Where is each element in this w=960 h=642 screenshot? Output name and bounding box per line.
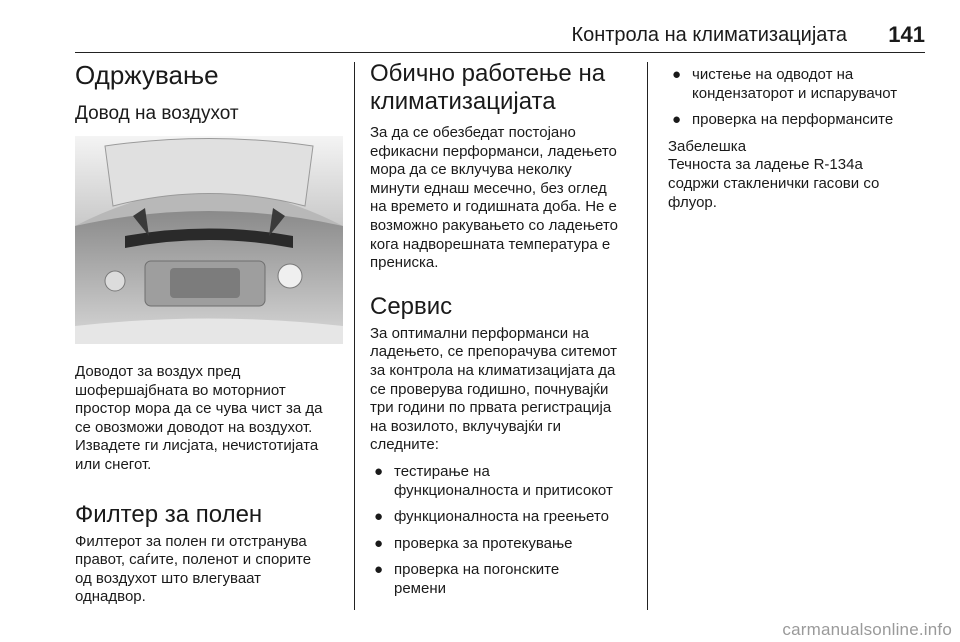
text-line: однадвор. xyxy=(75,588,146,606)
air-intake-text xyxy=(75,363,343,475)
text-line: ладењето, се препорачува ситемот xyxy=(370,343,617,361)
text-line: се овозможи доводот на воздухот. xyxy=(75,418,313,436)
list-item xyxy=(668,66,928,103)
list-item xyxy=(668,111,928,130)
text-line: следните: xyxy=(370,436,439,454)
text-line: простор мора да се чува чист за да xyxy=(75,400,323,418)
list-item xyxy=(370,508,635,527)
item-line: чистење на одводот на xyxy=(692,66,854,83)
bullet-icon: ● xyxy=(672,111,682,129)
list-item xyxy=(370,463,635,500)
bullet-icon: ● xyxy=(374,508,384,526)
text-line: Филтерот за полен ги отстранува xyxy=(75,532,307,550)
bullet-icon: ● xyxy=(374,462,384,480)
text-line: возможно ракувањето со ладењето xyxy=(370,216,618,234)
item-line: проверка на погонските xyxy=(394,561,560,579)
text-line: кога надворешната температура е xyxy=(370,235,611,253)
item-line: ремени xyxy=(394,579,447,597)
text-line: ефикасни перформанси, ладењето xyxy=(370,142,617,160)
text-line: прениска. xyxy=(370,254,439,272)
text-line: од воздухот што влегуваат xyxy=(75,569,262,587)
text-line: содржи стакленички гасови со xyxy=(668,174,880,192)
pollen-filter-text xyxy=(75,533,343,607)
text-line: три години по првата регистрација xyxy=(370,399,612,417)
column-2 xyxy=(370,60,635,606)
text-line: се проверува годишно, почнувајќи xyxy=(370,380,609,398)
bullet-icon: ● xyxy=(374,561,384,579)
text-line: За да се обезбедат постојано xyxy=(370,124,576,141)
list-item xyxy=(370,561,635,598)
text-line: на времето и годишната доба. Не е xyxy=(370,198,617,216)
text-line: Течноста за ладење R-134a xyxy=(668,156,863,174)
text-line: флуор. xyxy=(668,193,717,211)
page-header xyxy=(75,18,925,53)
watermark: carmanualsonline.info xyxy=(782,620,952,639)
page-number: 141 xyxy=(888,22,925,47)
heading-line: Обично работење на xyxy=(370,60,606,87)
engine-bay-photo xyxy=(75,136,343,344)
note-title: Забелешка xyxy=(668,137,747,155)
heading-regular-operation xyxy=(370,60,635,116)
column-3 xyxy=(668,60,928,212)
heading-line: климатизацијата xyxy=(370,88,556,115)
section-heading-maintenance: Одржување xyxy=(75,60,219,90)
bullet-icon: ● xyxy=(672,66,682,83)
text-line: или снегот. xyxy=(75,455,152,473)
subheading-pollen-filter: Филтер за полен xyxy=(75,500,263,528)
text-line: мора да се вклучува неколку xyxy=(370,161,572,179)
service-checklist xyxy=(370,463,635,599)
text-line: Извадете ги лисјата, нечистотијата xyxy=(75,437,319,455)
item-line: кондензаторот и испарувачот xyxy=(692,84,898,102)
item-line: тестирање на xyxy=(394,462,490,480)
text-line: минути еднаш месечно, без оглед xyxy=(370,179,607,197)
service-checklist-continued xyxy=(668,66,928,130)
regular-operation-text xyxy=(370,124,635,273)
note-block xyxy=(668,138,928,212)
text-line: Доводот за воздух пред xyxy=(75,363,241,380)
bullet-icon: ● xyxy=(374,534,384,552)
header-title: Контрола на климатизацијата xyxy=(571,24,847,46)
item-line: функционалноста и притисокот xyxy=(394,481,613,499)
item-line: проверка за протекување xyxy=(394,534,573,552)
list-item xyxy=(370,535,635,554)
heading-service: Сервис xyxy=(370,292,453,320)
column-divider-1 xyxy=(354,62,355,610)
item-line: функционалноста на греењето xyxy=(394,508,609,526)
column-divider-2 xyxy=(647,62,648,610)
text-line: За оптимални перформанси на xyxy=(370,324,589,342)
column-1 xyxy=(75,60,343,607)
text-line: за контрола на климатизацијата да xyxy=(370,361,616,379)
item-line: проверка на перформансите xyxy=(692,111,894,129)
subheading-air-intake: Довод на воздухот xyxy=(75,103,239,124)
text-line: правот, саѓите, поленот и спорите xyxy=(75,551,312,569)
text-line: на возилото, вклучувајќи ги xyxy=(370,417,562,435)
service-text xyxy=(370,325,635,455)
text-line: шофершајбната во моторниот xyxy=(75,381,286,399)
